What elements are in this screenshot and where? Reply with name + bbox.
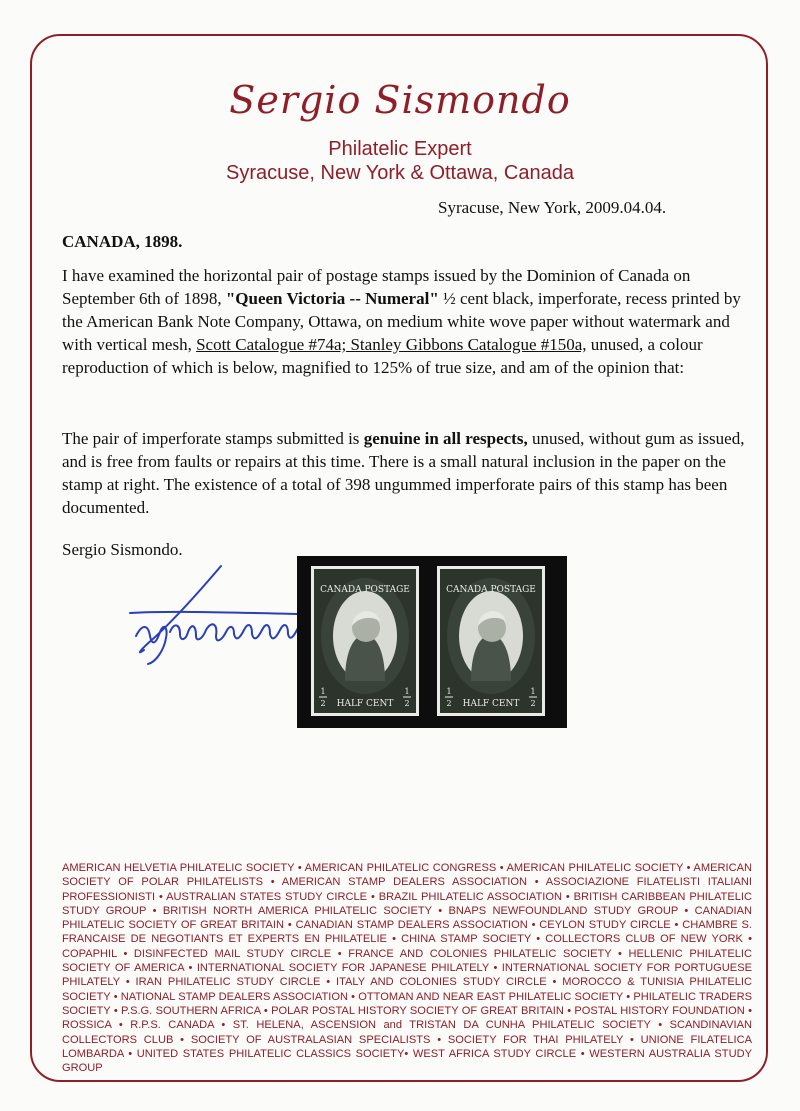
closing-name: Sergio Sismondo. [62,540,183,559]
stamp-top-text: CANADA POSTAGE [320,585,410,595]
svg-text:1: 1 [446,687,452,696]
svg-text:1: 1 [404,687,410,696]
stamp-name: "Queen Victoria -- Numeral" [225,289,439,308]
dateline: Syracuse, New York, 2009.04.04. [438,198,667,217]
stamp-top-text: CANADA POSTAGE [446,585,536,595]
society-memberships: AMERICAN HELVETIA PHILATELIC SOCIETY • AMERICAN PHILATELIC CONGRESS • AMERICAN PHILATELIC SOCIETY • AMERICAN SOCIETY OF POLAR PHILATELISTS • AMERICAN STAMP DEALERS ASSOCIATION • ASSOCIAZIONE FILATELISTI ITALIANI PROFESSIONISTI • AUSTRALIAN STATES STUDY CIRCLE • BRAZIL PHILATELIC ASSOCIATION • BRITISH CARIBBEAN PHILATELIC STUDY GROUP • BRITISH NORTH AMERICA PHILATELIC SOCIETY • BNAPS NEWFOUNDLAND STUDY GROUP • CANADIAN PHILATELIC SOCIETY OF GREAT BRITAIN • CANADIAN STAMP DEALERS ASSOCIATION • CEYLON STUDY CIRCLE • CHAMBRE S. FRANCAISE DE NEGOTIANTS ET EXPERTS EN PHILATELIE • CHINA STAMP SOCIETY • COLLECTORS CLUB OF NEW YORK • COPAPHIL • DISINFECTED MAIL STUDY CIRCLE • FRANCE AND COLONIES PHILATELIC SOCIETY • HELLENIC PHILATELIC SOCIETY OF AMERICA • INTERNATIONAL SOCIETY FOR JAPANESE PHILATELY • INTERNATIONAL SOCIETY FOR PORTUGUESE PHILATELY • IRAN PHILATELIC STUDY CIRCLE • ITALY AND COLONIES STUDY CIRCLE • MOROCCO & TUNISIA PHILATELIC SOCIETY • NATIONAL STAMP DEALERS ASSOCIATION • OTTOMAN AND NEAR EAST PHILATELIC SOCIETY • PHILATELIC TRADERS SOCIETY • P.S.G. SOUTHERN AFRICA • POLAR POSTAL HISTORY SOCIETY OF GREAT BRITAIN • POSTAL HISTORY FOUNDATION • ROSSICA • R.P.S. CANADA • ST. HELENA, ASCENSION and TRISTAN DA CUNHA PHILATELIC SOCIETY • SCANDINAVIAN COLLECTORS CLUB • SOCIETY OF AUSTRALASIAN SPECIALISTS • SOCIETY FOR THAI PHILATELY • UNIONE FILATELICA LOMBARDA • UNITED STATES PHILATELIC CLASSICS SOCIETY• WEST AFRICA STUDY CIRCLE • WESTERN AUSTRALIA STUDY GROUP [62,862,752,1075]
stamp-pair-image [297,556,567,728]
catalogue-reference: Scott Catalogue #74a; Stanley Gibbons Catalogue #150a, [196,335,587,354]
opinion-verdict: genuine in all respects, [363,429,528,448]
svg-text:2: 2 [446,699,452,708]
svg-text:2: 2 [404,699,410,708]
stamp-right [437,566,545,716]
svg-text:1: 1 [320,687,326,696]
svg-text:2: 2 [530,699,536,708]
stamp-bottom-text: HALF CENT [336,699,394,709]
expert-title: Philatelic Expert [328,138,472,160]
examination-paragraph: I have examined the horizontal pair of postage stamps issued by the Dominion of Canada on September 6th of 1898, "Queen Victoria -- Numeral" ½ cent black, imperforate, recess printed by the American Bank Note Company, Ottawa, on medium white wove paper without watermark and with vertical mesh, Scott Catalogue #74a; Stanley Gibbons Catalogue #150a, unused, a colour reproduction of which is below, magnified to 125% of true size, and am of the opinion that: [62,266,741,377]
stamp-bottom-text: HALF CENT [462,699,520,709]
svg-text:2: 2 [320,699,326,708]
expert-name: Sergio Sismondo [229,78,571,122]
expert-locations: Syracuse, New York & Ottawa, Canada [226,162,574,184]
svg-text:1: 1 [530,687,536,696]
opinion-paragraph: The pair of imperforate stamps submitted is genuine in all respects, unused, without gum as issued, and is free from faults or repairs at this time. There is a small natural inclusion in the paper on the stamp at right. The existence of a total of 398 ungummed imperforate pairs of this stamp has been documented. [62,429,745,517]
stamp-left [311,566,419,716]
certificate-heading: CANADA, 1898. [62,232,183,251]
